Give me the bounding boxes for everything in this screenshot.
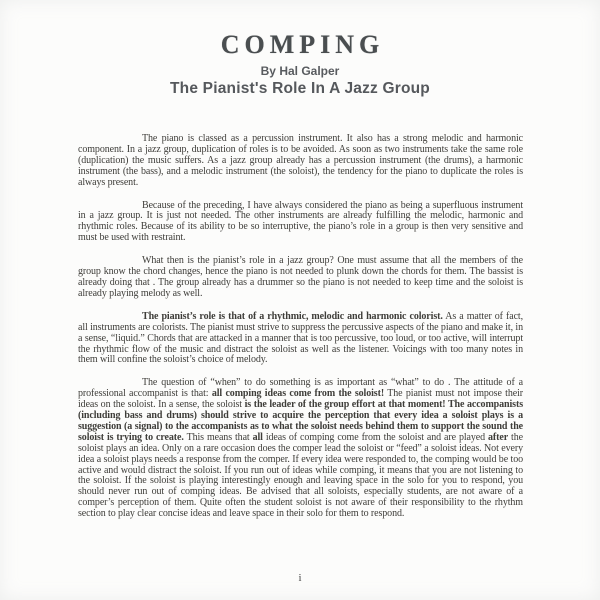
page-number: i — [298, 572, 302, 584]
paragraph-3: What then is the pianist’s role in a jazz group? One must assume that all the members of the group know the chord changes, hence the piano is not needed to plunk down the chords for them. The bassist is already doing that . The group already has a drummer so the piano is not needed to keep time and the soloist is already playing melody as well. — [78, 255, 523, 299]
document-header — [0, 0, 600, 98]
paragraph-2: Because of the preceding, I have always considered the piano as being a superfluous instrument in a jazz group. It is just not needed. The other instruments are already fulfilling the melodic, harmonic and rhythmic roles. Because of its ability to be so interruptive, the piano’s role in a group is then very sensitive and must be used with restraint. — [78, 199, 523, 244]
byline: By Hal Galper — [260, 64, 340, 78]
paragraph-1: The piano is classed as a percussion instrument. It also has a strong melodic and harmonic component. In a jazz group, duplication of roles is to be avoided. As soon as two instruments take the same role (duplication) the music suffers. As a jazz group already has a percussion instrument (the drums), a harmonic instrument (the bass), and a melodic instrument (the soloist), the tendency for the piano to duplicate the roles is always present. — [78, 133, 523, 188]
page-title: COMPING — [220, 30, 385, 59]
paragraph-4: The pianist’s role is that of a rhythmic, melodic and harmonic colorist. As a matter of fact, all instruments are colorists. The pianist must strive to suppress the percussive aspects of the piano and make it, in a sense, “liquid.” Chords that are attacked in a manner that is too percussive, too loud, or too active, will interrupt the rhythmic flow of the music and distract the soloist as well as the listener. Voicings with too many notes in them will confine the soloist’s choice of melody. — [78, 310, 523, 366]
paragraph-5: The question of “when” to do something is as important as “what” to do . The attitude of a professional accompanist is that: all comping ideas come from the soloist! The pianist must not impose their ideas on the soloist. In a sense, the soloist is the leader of the group effort at that moment! The accompanists (including bass and drums) should strive to acquire the perception that every idea a soloist plays is a suggestion (a signal) to the accompanists as to what the soloist needs behind them to support the sound the soloist is trying to create. This means that all ideas of comping come from the soloist and are played after the soloist plays an idea. Only on a rare occasion does the comper lead the soloist or “feed” a soloist ideas. Not every idea a soloist plays needs a response from the comper. If every idea were responded to, the comping would be too active and would distract the soloist. If you run out of ideas while comping, it means that you are not listening to the soloist. If the soloist is playing interestingly enough and leaving space in the solo for you to respond, you should never run out of comping ideas. Be advised that all soloists, especially students, are not aware of a comper’s perception of them. Quite often the student soloist is not aware of their responsibility to the rhythm section to play clear concise ideas and leave space in their solo for them to respond. — [78, 377, 524, 520]
subtitle: The Pianist's Role In A Jazz Group — [170, 80, 430, 97]
document-body — [78, 134, 523, 520]
